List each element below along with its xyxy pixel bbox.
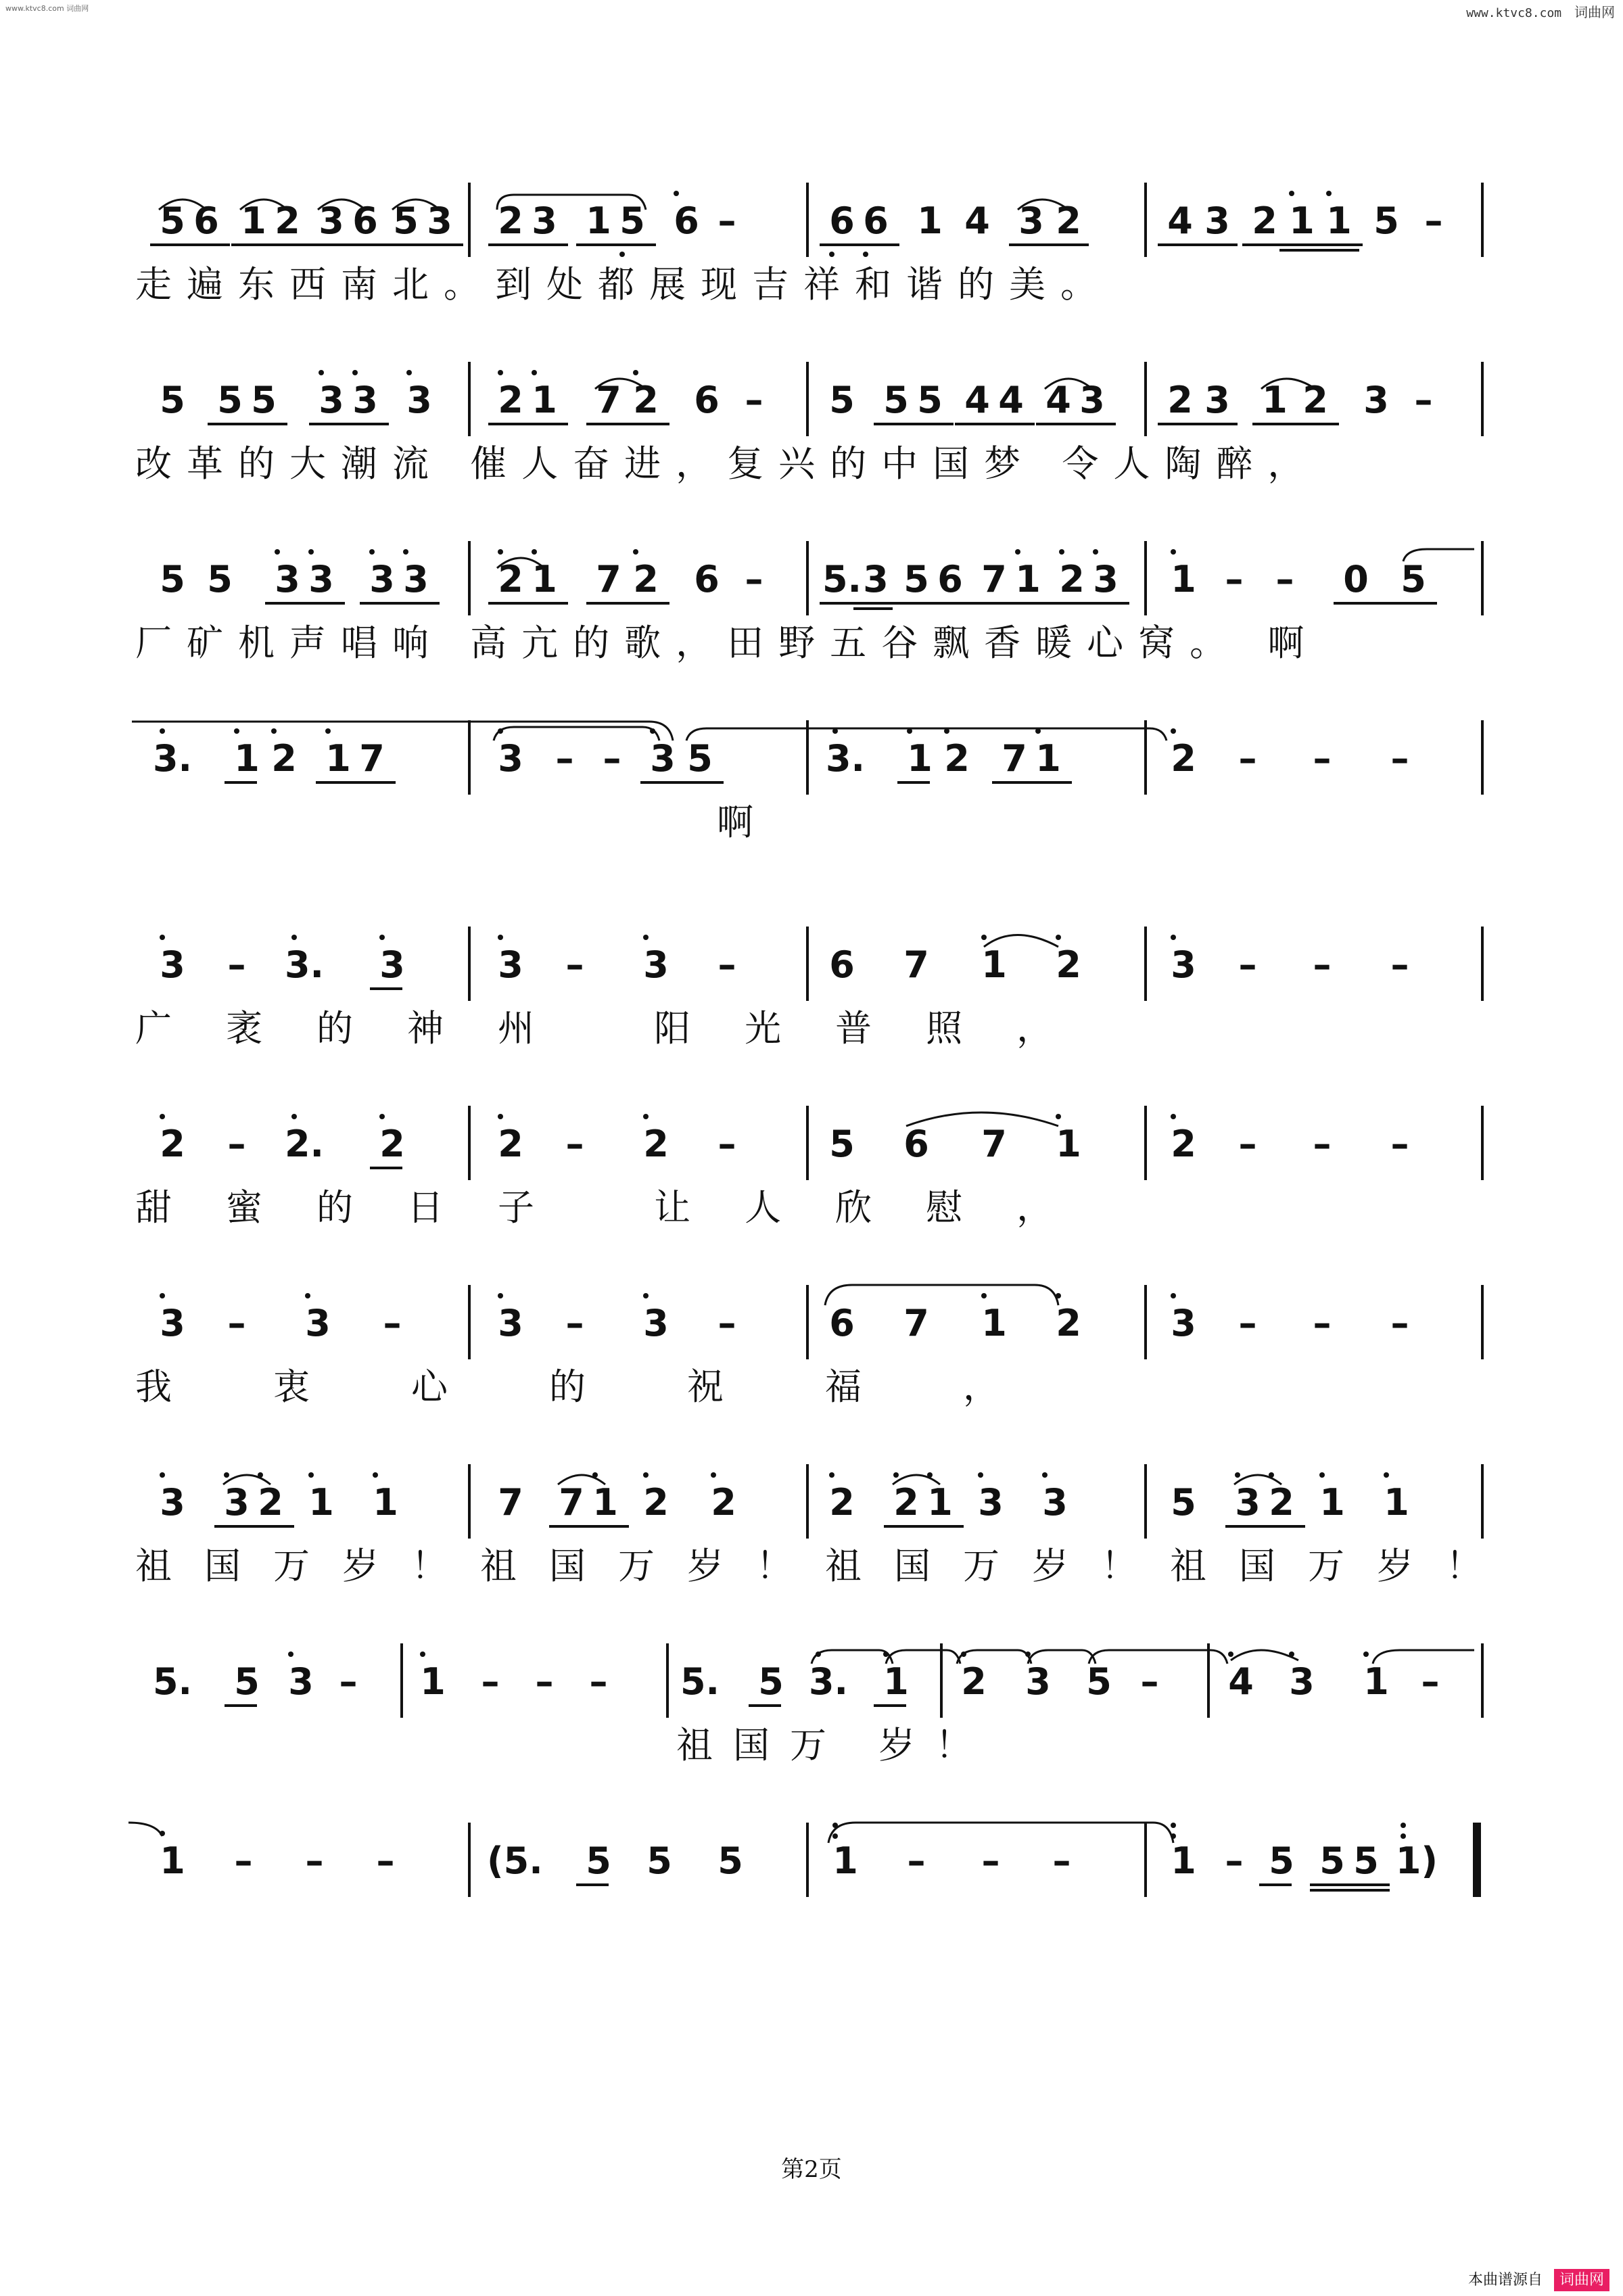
note: 2	[944, 737, 970, 780]
underline	[955, 423, 1035, 425]
note: 6	[193, 200, 219, 242]
underline	[383, 243, 463, 246]
note: –	[1390, 737, 1409, 780]
underline	[749, 1704, 781, 1707]
header-left-note: www.ktvc8.com 词曲网	[5, 4, 89, 13]
note: –	[1313, 737, 1332, 780]
note: 2	[1167, 379, 1193, 421]
note: 3	[319, 200, 344, 242]
underline	[265, 602, 345, 605]
note: 5	[903, 558, 929, 601]
note: –	[1390, 1302, 1409, 1344]
underline	[360, 602, 440, 605]
slur-arcs	[135, 1278, 1488, 1319]
note: 3.	[152, 737, 193, 780]
note: 5	[586, 1840, 611, 1882]
underline	[853, 607, 893, 610]
note: 2	[498, 200, 523, 242]
slur-arcs	[135, 1637, 1488, 1677]
note: 1	[1262, 379, 1288, 421]
note: (5.	[487, 1840, 543, 1882]
underline	[225, 781, 257, 784]
note: 5	[758, 1660, 784, 1703]
note: 3	[532, 200, 557, 242]
underline	[972, 602, 1052, 605]
note: 4	[964, 379, 990, 421]
underline	[874, 1704, 906, 1707]
note: 2	[498, 558, 523, 601]
note: 3	[275, 558, 300, 601]
slur-arcs	[135, 1457, 1488, 1498]
note: –	[1313, 1123, 1332, 1165]
underline	[1252, 423, 1339, 425]
note: –	[1313, 943, 1332, 986]
note: 1	[907, 737, 933, 780]
note: –	[1421, 1660, 1440, 1703]
note: 7	[981, 558, 1007, 601]
underline	[1158, 243, 1238, 246]
note: –	[376, 1840, 395, 1882]
note: 2	[1171, 737, 1196, 780]
note: –	[227, 1302, 246, 1344]
note: 5	[160, 379, 185, 421]
underline	[992, 781, 1072, 784]
underline	[576, 243, 656, 246]
note: 1	[325, 737, 351, 780]
note: –	[1424, 200, 1443, 242]
header-brand[interactable]: 词曲网	[1574, 4, 1615, 20]
underline	[488, 602, 568, 605]
note: 1	[586, 200, 611, 242]
note: 5	[883, 379, 909, 421]
system-6-lyrics: 甜蜜的日子 让人欣慰，	[135, 1186, 1108, 1229]
note: 6	[829, 1302, 855, 1344]
note: 7	[1002, 737, 1027, 780]
slur-arcs	[135, 176, 1488, 216]
note: 3	[643, 1302, 669, 1344]
note: 1	[308, 1481, 334, 1524]
note: 5	[234, 1660, 260, 1703]
header-site-url[interactable]: www.ktvc8.com	[1466, 6, 1562, 20]
note: 3	[160, 943, 185, 986]
note: 5.	[822, 558, 862, 601]
note: 1	[1326, 200, 1352, 242]
slur-arcs	[135, 534, 1488, 575]
underline	[488, 423, 568, 425]
note: 6	[829, 200, 855, 242]
underline	[1279, 249, 1359, 252]
note: 1	[917, 200, 943, 242]
underline	[309, 423, 389, 425]
underline	[1310, 1889, 1390, 1892]
underline	[316, 781, 396, 784]
note: 1	[1384, 1481, 1409, 1524]
underline	[1242, 243, 1363, 246]
note: 1	[883, 1660, 909, 1703]
system-3-lyrics: 厂矿机声唱响 高亢的歌，田野五谷飘香暖心窝。 啊	[135, 622, 1319, 664]
bottom-brand-logo[interactable]: 词曲网	[1554, 2269, 1609, 2291]
note: –	[234, 1840, 253, 1882]
underline	[1158, 423, 1238, 425]
note: 5	[619, 200, 645, 242]
note: 6	[694, 558, 720, 601]
note: –	[1313, 1302, 1332, 1344]
note: 5	[1401, 558, 1426, 601]
note: 5	[1269, 1840, 1294, 1882]
note: 5	[829, 379, 855, 421]
note: 1	[373, 1481, 398, 1524]
note: 5	[1319, 1840, 1345, 1882]
underline	[1050, 602, 1129, 605]
note: 3	[403, 558, 429, 601]
note: 5	[160, 558, 185, 601]
underline	[586, 423, 669, 425]
note: 1	[592, 1481, 618, 1524]
note: –	[1390, 943, 1409, 986]
note: –	[589, 1660, 608, 1703]
note: 1	[1289, 200, 1315, 242]
underline	[370, 987, 402, 990]
note: 1)	[1395, 1840, 1438, 1882]
note: –	[718, 1302, 736, 1344]
note: 2	[643, 1123, 669, 1165]
note: 2	[160, 1123, 185, 1165]
underline	[576, 1883, 609, 1886]
note: –	[1140, 1660, 1159, 1703]
bottom-brand[interactable]	[1468, 2268, 1609, 2289]
note: 5	[160, 200, 185, 242]
note: 5	[1086, 1660, 1112, 1703]
note: –	[339, 1660, 358, 1703]
note: –	[1225, 1840, 1244, 1882]
note: –	[1390, 1123, 1409, 1165]
note: –	[718, 943, 736, 986]
note: 2	[275, 200, 300, 242]
note: 1	[160, 1840, 185, 1882]
note: 5	[251, 379, 277, 421]
underline	[1009, 243, 1089, 246]
note: 1	[420, 1660, 446, 1703]
note: 3	[498, 943, 523, 986]
note: 6	[903, 1123, 929, 1165]
note: 7	[596, 558, 621, 601]
note: 2	[1059, 558, 1085, 601]
note: 2	[711, 1481, 736, 1524]
note: 3.	[808, 1660, 849, 1703]
note: 2	[1302, 379, 1328, 421]
note: 3	[1018, 200, 1044, 242]
underline	[225, 1704, 257, 1707]
slur-arcs	[135, 713, 1488, 754]
note: 5	[393, 200, 419, 242]
note: –	[1414, 379, 1433, 421]
note: 5	[1171, 1481, 1196, 1524]
note: 3	[978, 1481, 1004, 1524]
note: 6	[937, 558, 963, 601]
note: 3	[224, 1481, 250, 1524]
underline	[214, 1525, 294, 1528]
note: 1	[981, 1302, 1007, 1344]
note: –	[1238, 1302, 1257, 1344]
system-7-notes	[135, 1278, 1488, 1353]
underline	[820, 243, 899, 246]
note: –	[745, 379, 763, 421]
note: 3	[650, 737, 676, 780]
underline	[897, 781, 930, 784]
note: 3	[1204, 379, 1230, 421]
note: 3	[1093, 558, 1119, 601]
note: 2	[258, 1481, 283, 1524]
note: 3	[1042, 1481, 1068, 1524]
underline	[370, 1167, 402, 1169]
note: 4	[1045, 379, 1071, 421]
note: 5	[829, 1123, 855, 1165]
note: 3.	[825, 737, 866, 780]
note: 7	[359, 737, 385, 780]
note: 2	[498, 1123, 523, 1165]
note: 5	[207, 558, 233, 601]
note: 3	[319, 379, 344, 421]
underline	[309, 243, 389, 246]
underline	[586, 602, 669, 605]
system-2-notes	[135, 355, 1488, 429]
underline	[488, 243, 568, 246]
system-5-lyrics: 广袤的神州 阳光普照，	[135, 1007, 1108, 1050]
note: 2	[1056, 943, 1081, 986]
underline	[150, 243, 230, 246]
system-1-lyrics: 走遍东西南北。到处都展现吉祥和谐的美。	[135, 263, 1112, 306]
note: 3	[1204, 200, 1230, 242]
note: 3	[308, 558, 334, 601]
note: –	[565, 1302, 584, 1344]
note: 7	[498, 1481, 523, 1524]
system-8-lyrics: 祖国万岁！祖国万岁！祖国万岁！祖国万岁！	[135, 1545, 1515, 1587]
note: 5	[1353, 1840, 1379, 1882]
note: 1	[1319, 1481, 1345, 1524]
note: 1	[1171, 1840, 1196, 1882]
note: –	[555, 737, 574, 780]
system-9-lyrics: 祖国万 岁！	[676, 1724, 993, 1766]
note: 0	[1343, 558, 1369, 601]
note: 3	[352, 379, 378, 421]
note: 2	[829, 1481, 855, 1524]
note: –	[718, 1123, 736, 1165]
note: –	[305, 1840, 324, 1882]
underline	[549, 1525, 629, 1528]
system-1-notes	[135, 176, 1488, 250]
note: 3	[427, 200, 452, 242]
note: 1	[1015, 558, 1041, 601]
underline	[1225, 1525, 1305, 1528]
system-8-notes	[135, 1457, 1488, 1532]
note: 4	[964, 200, 990, 242]
note: 3	[305, 1302, 331, 1344]
underline	[894, 602, 974, 605]
note: 5	[687, 737, 713, 780]
note: 2.	[284, 1123, 325, 1165]
note: –	[535, 1660, 554, 1703]
note: 3	[369, 558, 395, 601]
system-4-notes	[135, 713, 1488, 788]
note: –	[981, 1840, 1000, 1882]
note: 5	[1373, 200, 1399, 242]
note: 3	[498, 1302, 523, 1344]
slur-arcs	[135, 920, 1488, 960]
note: 3	[863, 558, 889, 601]
note: 2	[961, 1660, 987, 1703]
note: –	[745, 558, 763, 601]
note: 7	[903, 1302, 929, 1344]
note: 2	[1056, 1302, 1081, 1344]
note: 3.	[284, 943, 325, 986]
note: 2	[271, 737, 297, 780]
note: 1	[241, 200, 266, 242]
note: 4	[998, 379, 1024, 421]
note: 1	[927, 1481, 953, 1524]
header-site[interactable]	[1466, 1, 1615, 21]
note: –	[1238, 737, 1257, 780]
note: –	[383, 1302, 402, 1344]
note: –	[1052, 1840, 1071, 1882]
note: –	[1225, 558, 1244, 601]
underline	[1334, 602, 1437, 605]
note: 3	[1235, 1481, 1261, 1524]
system-4-lyrics: 啊	[717, 801, 768, 843]
note: 3	[406, 379, 432, 421]
note: 6	[352, 200, 378, 242]
note: 5.	[680, 1660, 720, 1703]
note: 3	[1025, 1660, 1051, 1703]
note: 1	[981, 943, 1007, 986]
note: –	[565, 1123, 584, 1165]
note: 2	[379, 1123, 405, 1165]
system-3-notes	[135, 534, 1488, 609]
underline	[884, 1525, 964, 1528]
note: 2	[633, 379, 659, 421]
note: 1	[234, 737, 260, 780]
system-7-lyrics: 我衷心的祝福，	[135, 1365, 1101, 1408]
note: –	[1238, 1123, 1257, 1165]
note: 5	[217, 379, 243, 421]
note: 3	[288, 1660, 314, 1703]
note: –	[718, 200, 736, 242]
note: 1	[832, 1840, 858, 1882]
system-9-notes	[135, 1637, 1488, 1711]
note: –	[227, 1123, 246, 1165]
note: 5	[917, 379, 943, 421]
bottom-brand-text: 本曲谱源自	[1467, 2272, 1543, 2289]
underline	[1036, 423, 1116, 425]
note: 6	[674, 200, 699, 242]
note: 5.	[152, 1660, 193, 1703]
note: 2	[1252, 200, 1277, 242]
note: 7	[903, 943, 929, 986]
system-10-notes	[135, 1816, 1488, 1890]
note: 2	[643, 1481, 669, 1524]
note: 3	[1363, 379, 1389, 421]
note: 2	[1171, 1123, 1196, 1165]
note: 6	[694, 379, 720, 421]
page-number: 第2页	[781, 2156, 842, 2183]
slur-arcs	[135, 1816, 1488, 1856]
note: –	[1275, 558, 1294, 601]
note: 3	[1079, 379, 1105, 421]
system-6-notes	[135, 1099, 1488, 1173]
note: –	[481, 1660, 500, 1703]
note: 4	[1228, 1660, 1254, 1703]
note: 5	[718, 1840, 743, 1882]
note: 3	[1171, 943, 1196, 986]
underline	[640, 781, 724, 784]
note: 7	[596, 379, 621, 421]
note: –	[907, 1840, 926, 1882]
note: 1	[1363, 1660, 1389, 1703]
note: 2	[498, 379, 523, 421]
underline	[820, 602, 899, 605]
note: 7	[981, 1123, 1007, 1165]
note: –	[227, 943, 246, 986]
underline	[231, 243, 311, 246]
slur-arcs	[135, 355, 1488, 396]
note: 3	[379, 943, 405, 986]
note: 1	[1171, 558, 1196, 601]
note: 2	[1056, 200, 1081, 242]
note: 1	[1035, 737, 1061, 780]
note: 2	[893, 1481, 919, 1524]
note: 1	[1056, 1123, 1081, 1165]
note: 6	[829, 943, 855, 986]
system-5-notes	[135, 920, 1488, 994]
note: 3	[160, 1481, 185, 1524]
note: 3	[498, 737, 523, 780]
underline	[1310, 1883, 1390, 1886]
note: 4	[1167, 200, 1193, 242]
note: –	[565, 943, 584, 986]
note: 3	[643, 943, 669, 986]
note: 1	[532, 558, 557, 601]
note: –	[603, 737, 621, 780]
note: 7	[559, 1481, 584, 1524]
note: 3	[1289, 1660, 1315, 1703]
note: 5	[646, 1840, 672, 1882]
note: 6	[863, 200, 889, 242]
slur-arcs	[135, 1099, 1488, 1140]
note: 3	[160, 1302, 185, 1344]
note: 3	[1171, 1302, 1196, 1344]
note: 2	[633, 558, 659, 601]
note: 2	[1269, 1481, 1294, 1524]
underline	[1259, 1883, 1292, 1886]
system-2-lyrics: 改革的大潮流 催人奋进，复兴的中国梦 令人陶醉，	[135, 442, 1319, 485]
underline	[208, 423, 287, 425]
note: –	[1238, 943, 1257, 986]
underline	[874, 423, 954, 425]
note: 1	[532, 379, 557, 421]
